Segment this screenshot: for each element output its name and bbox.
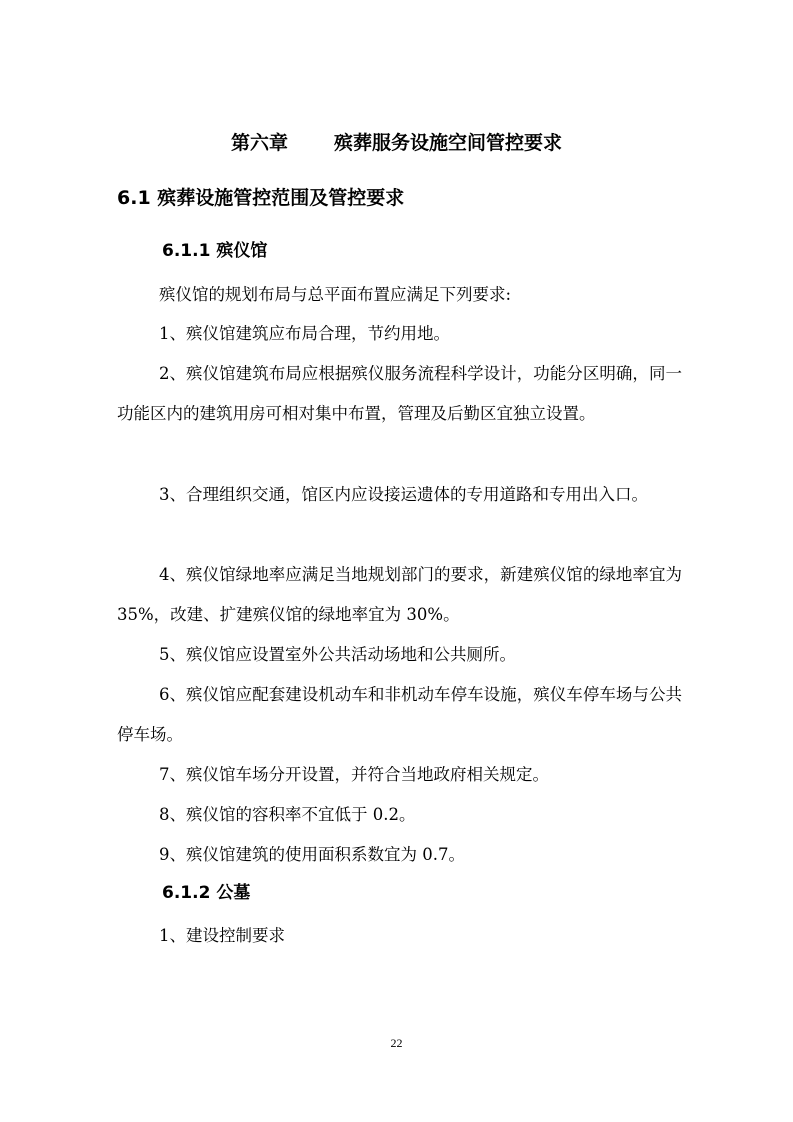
paragraph-item-8: 8、殡仪馆的容积率不宜低于 0.2。 [159, 805, 416, 824]
paragraph-item-9: 9、殡仪馆建筑的使用面积系数宜为 0.7。 [159, 845, 465, 864]
paragraph-item-3: 3、合理组织交通，馆区内应设接运遗体的专用道路和专用出入口。 [159, 485, 648, 504]
paragraph-item-2: 2、殡仪馆建筑布局应根据殡仪服务流程科学设计，功能分区明确，同一功能区内的建筑用房可相对集中布置，管理及后勤区宜独立设置。 [117, 364, 682, 423]
paragraph-intro: 殡仪馆的规划布局与总平面布置应满足下列要求: [159, 285, 512, 304]
paragraph-item-7: 7、殡仪馆车场分开设置，并符合当地政府相关规定。 [159, 765, 549, 784]
subsection-title-funeral-home: 6.1.1 殡仪馆 [162, 241, 268, 261]
paragraph-item-6: 6、殡仪馆应配套建设机动车和非机动车停车设施，殡仪车停车场与公共停车场。 [117, 685, 682, 744]
chapter-title [0, 128, 793, 155]
chapter-number: 第六章 [230, 132, 288, 154]
subsection-title-cemetery: 6.1.2 公墓 [162, 883, 251, 903]
section-title: 6.1 殡葬设施管控范围及管控要求 [117, 187, 405, 209]
paragraph-item-4: 4、殡仪馆绿地率应满足当地规划部门的要求，新建殡仪馆的绿地率宜为 35%，改建、扩建殡仪馆的绿地率宜为 30%。 [117, 565, 682, 624]
paragraph-item-1: 1、殡仪馆建筑应布局合理，节约用地。 [159, 324, 450, 343]
chapter-name: 殡葬服务设施空间管控要求 [334, 132, 563, 154]
paragraph-item-5: 5、殡仪馆应设置室外公共活动场地和公共厕所。 [159, 645, 516, 664]
paragraph-cemetery-item-1: 1、建设控制要求 [159, 926, 285, 945]
page-number: 22 [390, 1036, 403, 1050]
